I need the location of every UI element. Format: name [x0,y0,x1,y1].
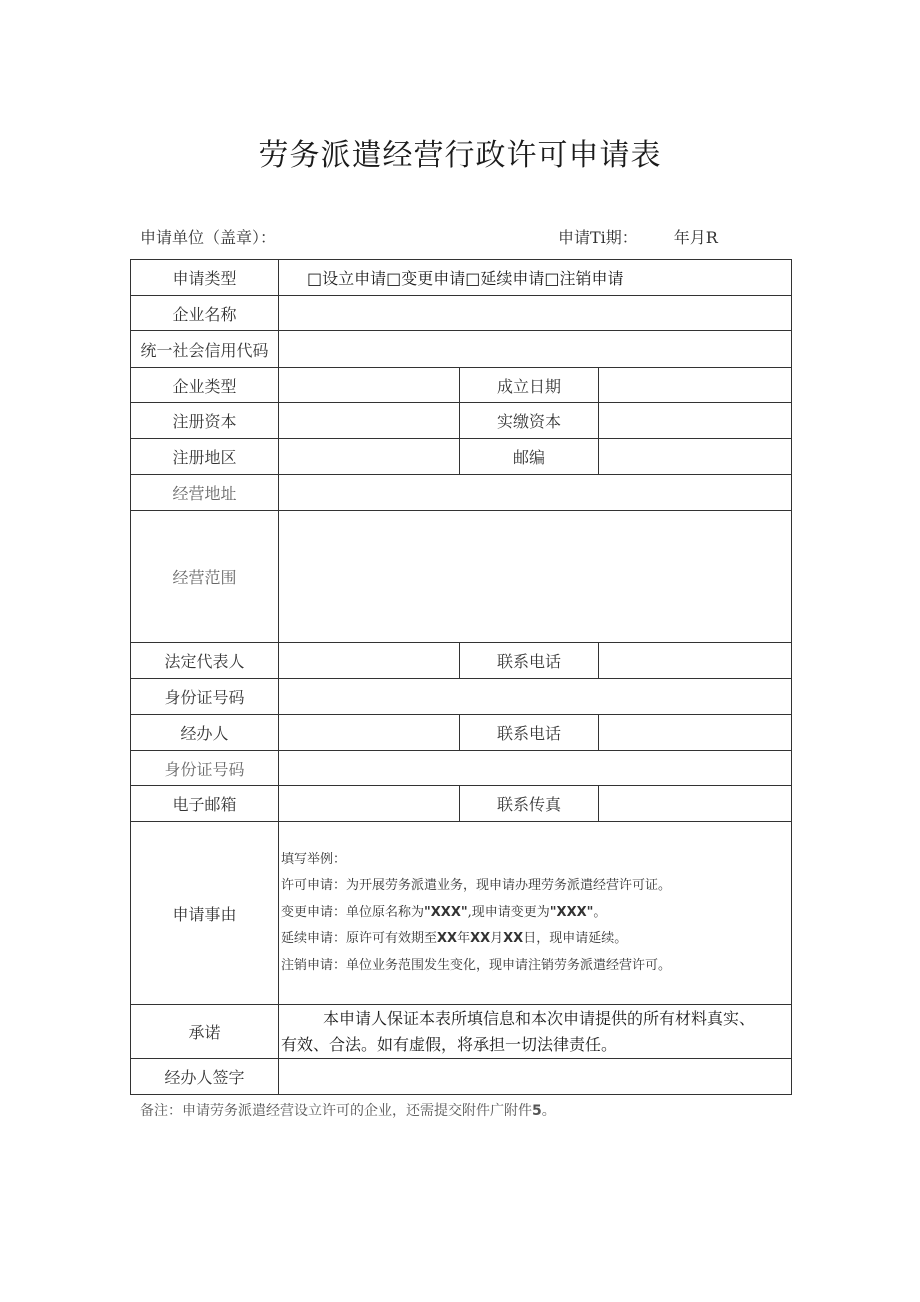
table-row [131,715,792,751]
phone-field-2[interactable] [599,715,792,751]
phone-label-1: 联系电话 [460,643,599,679]
business-scope-field[interactable] [279,511,792,643]
handler-label: 经办人 [131,715,279,751]
table-row [131,786,792,822]
reason-field[interactable] [279,822,792,1005]
example-renew-f: XX [503,931,524,947]
id-number-label-2: 身份证号码 [131,751,279,786]
reason-label: 申请事由 [131,822,279,1005]
postcode-label: 邮编 [460,439,599,475]
registered-capital-label: 注册资本 [131,403,279,439]
established-date-field[interactable] [599,368,792,403]
table-row [131,1059,792,1095]
table-row [131,439,792,475]
email-field[interactable] [279,786,460,822]
commitment-line-1: 本申请人保证本表所填信息和本次申请提供的所有材料真实、 [323,1008,756,1028]
example-renew-g: 日，现申请延续。 [523,931,628,947]
example-heading: 填写举例： [281,851,347,867]
business-address-field[interactable] [279,475,792,511]
paid-capital-field[interactable] [599,403,792,439]
commitment-text [279,1005,792,1059]
table-row [131,679,792,715]
business-address-label: 经营地址 [131,475,279,511]
credit-code-label: 统一社会信用代码 [131,331,279,368]
example-renew-c: 年 [457,931,471,947]
commitment-label: 承诺 [131,1005,279,1059]
example-change [281,900,791,927]
fill-example [279,847,791,980]
id-number-label-1: 身份证号码 [131,679,279,715]
apply-date [558,225,718,248]
table-row [131,260,792,296]
example-renew [281,926,791,953]
paid-capital-label: 实缴资本 [460,403,599,439]
credit-code-field[interactable] [279,331,792,368]
example-change-b: "XXX" [424,904,468,920]
legal-rep-field[interactable] [279,643,460,679]
footnote [140,1100,556,1120]
apply-type-options[interactable]: □设立申请□变更申请□延续申请□注销申请 [279,260,792,296]
company-type-label: 企业类型 [131,368,279,403]
phone-label-2: 联系电话 [460,715,599,751]
handler-signature-field[interactable] [279,1059,792,1095]
company-type-field[interactable] [279,368,460,403]
registered-area-label: 注册地区 [131,439,279,475]
example-change-c: ,现申请变更为 [467,904,550,920]
commitment-line-2: 有效、合法。如有虚假，将承担一切法律责任。 [281,1034,618,1054]
table-row [131,751,792,786]
table-row [131,511,792,643]
id-number-field-2[interactable] [279,751,792,786]
business-scope-label: 经营范围 [131,511,279,643]
example-change-d: "XXX" [549,904,594,920]
table-row [131,403,792,439]
registered-area-field[interactable] [279,439,460,475]
example-renew-b: XX [437,931,458,947]
example-renew-e: 月 [490,931,504,947]
postcode-field[interactable] [599,439,792,475]
example-cancel: 注销申请：单位业务范围发生变化，现申请注销劳务派遣经营许可。 [281,957,672,973]
phone-field-1[interactable] [599,643,792,679]
id-number-field-1[interactable] [279,679,792,715]
handler-field[interactable] [279,715,460,751]
table-row [131,822,792,1005]
footnote-end: 。 [541,1103,556,1119]
table-row [131,368,792,403]
example-change-a: 变更申请：单位原名称为 [281,904,425,920]
form-title: 劳务派遣经营行政许可申请表 [258,138,662,173]
table-row [131,296,792,331]
example-renew-d: XX [470,931,491,947]
legal-rep-label: 法定代表人 [131,643,279,679]
application-table [130,259,792,1095]
company-name-label: 企业名称 [131,296,279,331]
table-row [131,643,792,679]
footnote-text: 备注：申请劳务派遣经营设立许可的企业，还需提交附件广附件 [140,1103,532,1119]
applicant-unit-label: 申请单位（盖章）： [140,228,277,247]
registered-capital-field[interactable] [279,403,460,439]
example-change-e: 。 [593,904,607,920]
example-renew-a: 延续申请：原许可有效期至 [281,931,438,947]
company-name-field[interactable] [279,296,792,331]
apply-date-label: 申请Ti期： [558,228,638,247]
apply-date-value: 年月R [673,228,718,247]
table-row [131,1005,792,1059]
email-label: 电子邮箱 [131,786,279,822]
footnote-num: 5 [532,1103,542,1119]
fax-field[interactable] [599,786,792,822]
apply-type-label: 申请类型 [131,260,279,296]
table-row [131,475,792,511]
fax-label: 联系传真 [460,786,599,822]
table-row [131,331,792,368]
handler-signature-label: 经办人签字 [131,1059,279,1095]
established-date-label: 成立日期 [460,368,599,403]
example-permit: 许可申请：为开展劳务派遣业务，现申请办理劳务派遣经营许可证。 [281,878,672,894]
